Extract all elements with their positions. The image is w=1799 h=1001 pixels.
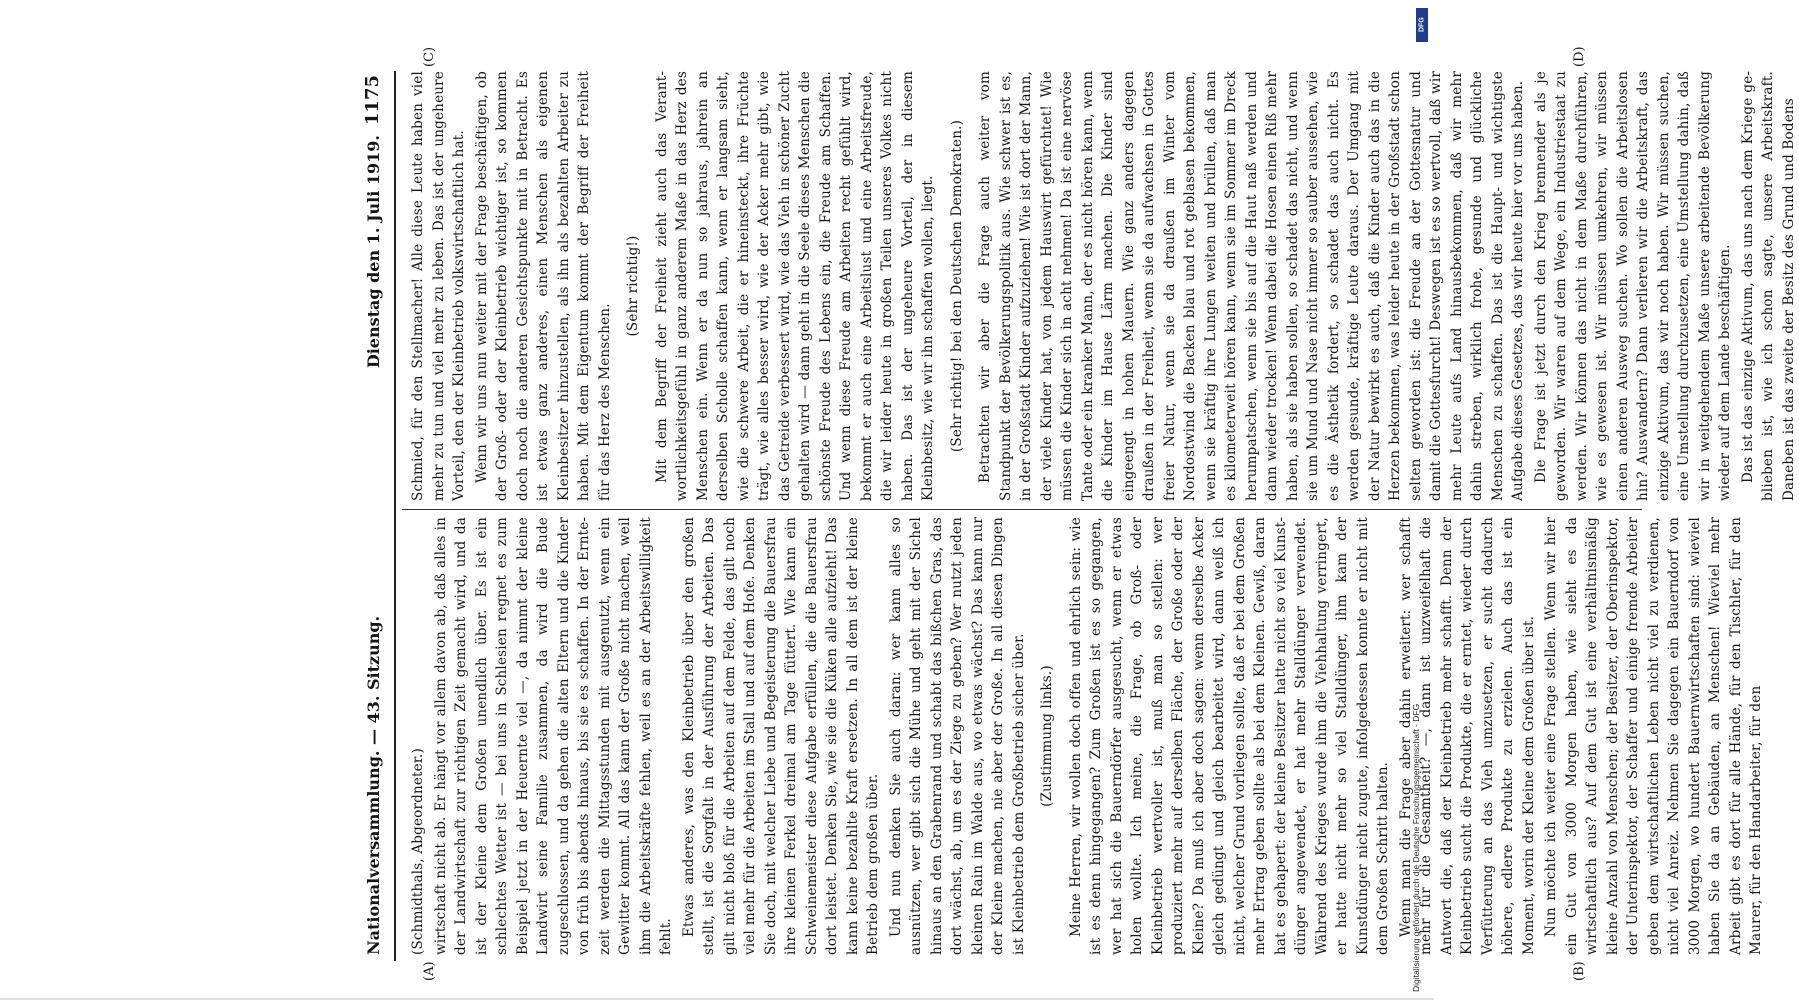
margin-marker-a: (A)	[422, 961, 437, 981]
paragraph: Und nun denken Sie auch daran: wer kann alles so ausnützen, wer gibt sich die Mühe und geht mit der Sichel hinaus an den Grabenrand und schabt das bißchen Gras, das dort wächst, ab, um es der Ziege zu geben? Wer nutzt jeden kleinen Rain im Walde aus, wo etwas wächst? Das kann nur der Kleine machen, nie aber der Große. In all diesen Dingen ist Kleinbetrieb dem Großbetrieb sicher über.	[886, 517, 1030, 955]
paragraph: Betrachten wir aber die Frage auch weiter vom Standpunkt der Bevölkerungspolitik aus. Wie schwer ist es, in der Großstadt Kinder aufzuziehen! Wie ist dort der Mann, der viele Kinder hat, von jedem Hauswirt gefürchtet! Wie müssen die Kinder sich in acht nehmen! Da ist eine nervöse Tante oder ein kranker Mann, der es nicht hören kann, wenn die Kinder im Hause Lärm machen. Die Kinder sind eingeengt in hohen Mauern. Wie ganz anders dagegen draußen in der Freiheit, wenn sie da aufwachsen in Gottes freier Natur, wenn sie da draußen im Winter vom Nordostwind die Backen blau und rot geblasen bekommen, wenn sie kräftig ihre Lungen weiten und brüllen, daß man es kilometerweit hören kann, wenn sie im Sommer im Dreck herumpatschen, wenn sie bis auf die Haut naß werden und dann wieder trocken! Wenn dabei die Hosen einen Riß mehr haben, als sie haben sollen, so schadet das nicht, und wenn sie um Mund und Nase nicht immer so sauber aussehen, wie es die Ästhetik fordert, so schadet das auch nicht. Es werden gesunde, kräftige Leute daraus. Der Umgang mit der Natur bewirkt es auch, daß die Kinder auch das in die Herzen bekommen, was leider heute in der Großstadt schon selten geworden ist: die Freude an der Gottesnatur und damit die Gottesfurcht! Deswegen ist es so wertvoll, daß wir mehr Leute aufs Land hinausbekommen, daß wir mehr dahin streben, wirklich frohe, gesunde und glückliche Menschen zu schaffen. Das ist die Haupt- und wichtigste Aufgabe dieses Gesetzes, das wir heute hier vor uns haben.	[975, 71, 1529, 501]
rotated-text-block	[332, 43, 1668, 1001]
margin-marker-d: (D)	[1572, 46, 1587, 67]
header-left: Nationalversammlung. — 43. Sitzung.	[364, 616, 383, 955]
paragraph: Das ist das einzige Aktivum, das uns nach dem Kriege geblieben ist, wie ich schon sagte, unsere Arbeitskraft. Daneben ist das zweite der Besitz des Grund und Bodens	[1738, 71, 1799, 501]
dfg-logo-text: DFG	[1419, 18, 1426, 33]
bottom-strip	[0, 998, 1434, 1000]
paragraph: Schmied, für den Stellmacher! Alle diese Leute haben viel mehr zu tun und viel mehr zu leben. Das ist der ungeheure Vorteil, den der Kleinbetrieb volkswirtschaftlich hat.	[408, 71, 470, 501]
paragraph: Nun möchte ich weiter eine Frage stellen. Wenn wir hier ein Gut von 3000 Morgen haben, wie sieht es da wirtschaftlich aus? Auf dem Gut ist eine verhältnismäßig kleine Anzahl von Menschen; der Besitzer, der Oberinspektor, der Unterinspektor, der Schaffer und einige fremde Arbeiter geben dem wirtschaftlichen Leben nicht viel zu verdienen, nicht viel Anreiz. Nehmen Sie dagegen ein Bauerndorf von 3000 Morgen, wo hundert Bauernwirtschaften sind: wieviel haben Sie da an Gebäuden, an Menschen! Wieviel mehr Arbeit gibt es dort für alle Hände, für den Tischler, für den Maurer, für den Handarbeiter, für den	[1541, 517, 1767, 955]
paragraph: Meine Herren, wir wollen doch offen und ehrlich sein: wie ist es denn hingegangen? Zum Großen ist es so gegangen, wer hat sich die Bauerndörfer ausgesucht, wenn er etwas holen wollte. Ich meine, die Frage, ob Groß- oder Kleinbetrieb wertvoller ist, muß man so stellen: wer produziert mehr auf derselben Fläche, der Große oder der Kleine? Da muß ich aber doch sagen: wenn derselbe Acker gleich gedüngt und gleich bearbeitet wird, dann weiß ich nicht, welcher Grund vorliegen sollte, daß er bei dem Großen mehr Ertrag geben sollte als bei dem Kleinen. Gewiß, daran hat es gehapert: der kleine Besitzer hatte nicht so viel Kunstdünger angewendet, er hat mehr Stalldünger verwendet. Während des Krieges wurde ihm die Viehhaltung verringert, er hatte nicht mehr so viel Stalldünger, ihm kam der Kunstdünger nicht zugute, infolgedessen konnte er nicht mit dem Großen Schritt halten.	[1066, 517, 1394, 955]
digitization-note-text: Digitalisierung gefördert durch die Deutsche Forschungsgemeinschaft - DFG	[1411, 704, 1421, 992]
page-number: 1175	[362, 75, 383, 125]
left-column	[408, 517, 1638, 955]
speaker-note: (Schmidthals, Abgeordneter.)	[408, 517, 429, 955]
dfg-logo	[1416, 8, 1428, 42]
paragraph: Mit dem Begriff der Freiheit zieht auch das Verantwortlichkeitsgefühl in ganz anderem Maße in das Herz des Menschen ein. Wenn er da nun so jahraus, jahrein an derselben Scholle schaffen kann, wenn er langsam sieht, wie die schwere Arbeit, die er hineinsteckt, ihre Früchte trägt, wie alles besser wird, wie der Acker mehr gibt, wie das Getreide verbessert wird, wie das Vieh in schöner Zucht gehalten wird — dann geht in die Seele dieses Menschen die schönste Freude des Lebens ein, die Freude am Schaffen. Und wenn diese Freude am Arbeiten recht gefühlt wird, bekommt er auch eine Arbeitslust und eine Arbeitsfreude, die wir leider heute in großen Teilen unseres Volkes nicht haben. Das ist der ungeheure Vorteil, der in diesem Kleinbesitz, wie wir ihn schaffen wollen, liegt.	[652, 71, 939, 501]
header-rule	[394, 71, 396, 961]
header-date: Dienstag den 1. Juli 1919.	[364, 135, 383, 368]
interjection: (Sehr richtig! bei den Deutschen Demokraten.)	[947, 71, 968, 501]
interjection: (Zustimmung links.)	[1037, 517, 1058, 955]
paragraph: Etwas anderes, was den Kleinbetrieb über den großen stellt, ist die Sorgfalt in der Ausführung der Arbeiten. Das gilt nicht bloß für die Arbeiten auf dem Felde, das gilt noch viel mehr für die Arbeiten im Stall und auf dem Hofe. Denken Sie doch, mit welcher Liebe und Begeisterung die Bauersfrau ihre kleinen Ferkel dreimal am Tage füttert. Wie kann ein Schweinemeister diese Aufgabe erfüllen, die die Bauersfrau dort leistet. Denken Sie, wie sie die Küken alle aufzieht! Das kann keine bezahlte Kraft ersetzen. In all dem ist der kleine Betrieb dem großen über.	[679, 517, 884, 955]
digitization-note	[1408, 8, 1424, 992]
margin-marker-c: (C)	[422, 47, 437, 67]
paragraph: Wenn wir uns nun weiter mit der Frage beschäftigen, ob der Groß- oder der Kleinbetrieb wichtiger ist, so kommen doch noch die anderen Gesichtspunkte mit in Betracht. Es ist etwas ganz anderes, einen Menschen als eigenen Kleinbesitzer hinzustellen, als ihn als bezahlten Arbeiter zu haben. Mit dem Eigentum kommt der Begriff der Freiheit für das Herz des Menschen.	[472, 71, 616, 501]
column-divider	[402, 509, 1642, 510]
right-column	[408, 71, 1638, 501]
page-header	[360, 75, 390, 955]
interjection: (Sehr richtig!)	[623, 71, 644, 501]
paragraph: Wenn man die Frage aber dahin erweitert: wer schafft mehr für die Gesamtheit? —, dann ist unzweifelhaft die Antwort die, daß der Kleinbetrieb mehr schafft. Denn der Kleinbetrieb sucht die Produkte, die er erntet, wieder durch Verfütterung an das Vieh umzusetzen, er sucht dadurch höhere, edlere Produkte zu erzielen. Auch das ist ein Moment, worin der Kleine dem Großen über ist.	[1396, 517, 1540, 955]
paragraph: wirtschaft nicht ab. Er hängt vor allem davon ab, daß alles in der Landwirtschaft zur richtigen Zeit gemacht wird, und da ist der Kleine dem Großen unendlich über. Es ist ein schlechtes Wetter ist — bei uns in Schlesien regnet es zum Beispiel jetzt in der Heuernte viel —, da nimmt der kleine Landwirt seine Familie zusammen, da wird die Bude zugeschlossen, und da gehen die alten Eltern und die Kinder von früh bis abends hinaus, bis sie es schaffen. In der Erntezeit werden die Mittagsstunden mit ausgenutzt, wenn ein Gewitter kommt. All das kann der Große nicht machen, weil ihm die Arbeitskräfte fehlen, weil es an der Arbeitswilligkeit fehlt.	[431, 517, 677, 955]
margin-marker-b: (B)	[1572, 961, 1587, 981]
paragraph: Die Frage ist jetzt durch den Krieg brennender als je geworden. Wir waren auf dem Wege, ein Industriestaat zu werden. Wir können das nicht in dem Maße durchführen, wie es gewesen ist. Wir müssen umkehren, wir müssen einen anderen Ausweg suchen. Wo sollen die Arbeitslosen hin? Auswandern? Dann verlieren wir die Arbeitskraft, das einzige Aktivum, das wir noch haben. Wir müssen suchen, eine Umstellung durchzusetzen, eine Umstellung dahin, daß wir in weitgehendem Maße unsere arbeitende Bevölkerung wieder auf dem Lande beschäftigen.	[1531, 71, 1736, 501]
